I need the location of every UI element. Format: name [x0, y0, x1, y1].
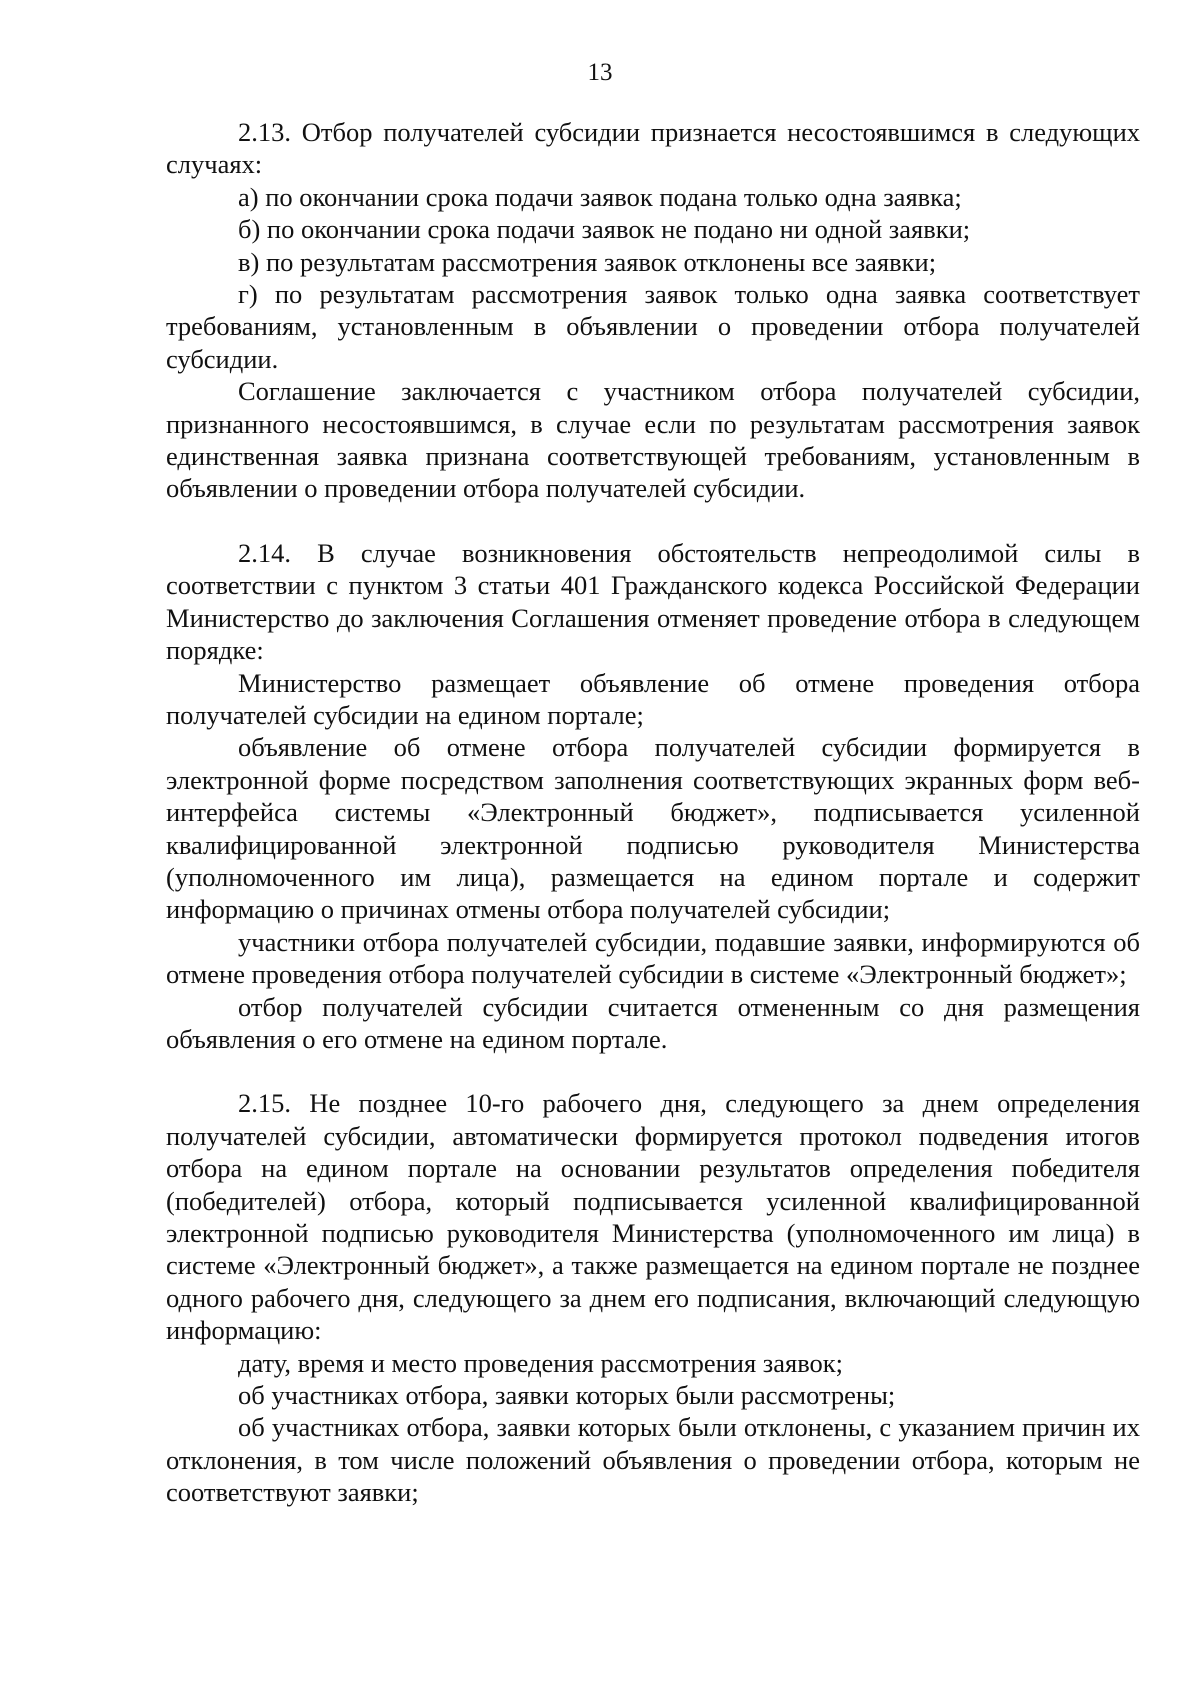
paragraph-ministry-announcement: Министерство размещает объявление об отмене проведения отбора получателей субсидии на едином портале; [166, 667, 1140, 730]
paragraph-participants-informed: участники отбора получателей субсидии, подавшие заявки, информируются об отмене проведения отбора получателей субсидии в системе «Электронный бюджет»; [166, 926, 1140, 990]
list-item-a: а) по окончании срока подачи заявок подана только одна заявка; [238, 181, 962, 212]
list-item-g: г) по результатам рассмотрения заявок только одна заявка соответствует требованиям, установленным в объявлении о проведении отбора получателей субсидии. [166, 279, 1140, 374]
list-item-v: в) по результатам рассмотрения заявок отклонены все заявки; [238, 246, 937, 277]
list-item-rejected-participants: об участниках отбора, заявки которых были отклонены, с указанием причин их отклонения, в том числе положений объявления о проведении отбора, которым не соответствуют заявки; [166, 1412, 1140, 1508]
paragraph-cancellation-form: объявление об отмене отбора получателей субсидии формируется в электронной форме посредством заполнения соответствующих экранных форм веб-интерфейса системы «Электронный бюджет», подписывается усиленной квалифицированной электронной подписью руководителя Министерства (уполномоченного им лица), размещается на едином портале и содержит информацию о причинах отмены отбора получателей субсидии; [166, 732, 1140, 925]
section-gap [166, 505, 1140, 537]
paragraph-2-13: 2.13. Отбор получателей субсидии признается несостоявшимся в следующих случаях: [166, 117, 1140, 180]
list-item-date-time-place: дату, время и место проведения рассмотрения заявок; [238, 1347, 844, 1378]
paragraph-selection-cancelled: отбор получателей субсидии считается отмененным со дня размещения объявления о его отмене на едином портале. [166, 991, 1140, 1054]
page-number: 13 [587, 59, 613, 86]
list-item-considered-participants: об участниках отбора, заявки которых были рассмотрены; [238, 1380, 896, 1411]
document-body [166, 116, 1140, 1509]
section-gap [166, 1055, 1140, 1087]
list-item-b: б) по окончании срока подачи заявок не подано ни одной заявки; [238, 214, 971, 245]
paragraph-2-15: 2.15. Не позднее 10-го рабочего дня, следующего за днем определения получателей субсидии, автоматически формируется протокол подведения итогов отбора на едином портале на основании результатов определения победителя (победителей) отбора, который подписывается усиленной квалифицированной электронной подписью руководителя Министерства (уполномоченного им лица) в системе «Электронный бюджет», а также размещается на едином портале не позднее одного рабочего дня, следующего за днем его подписания, включающий следующую информацию: [166, 1088, 1140, 1346]
paragraph-2-14: 2.14. В случае возникновения обстоятельств непреодолимой силы в соответствии с пунктом 3 статьи 401 Гражданского кодекса Российской Федерации Министерство до заключения Соглашения отменяет проведение отбора в следующем порядке: [166, 537, 1140, 666]
paragraph-agreement: Соглашение заключается с участником отбора получателей субсидии, признанного несостоявшимся, в случае если по результатам рассмотрения заявок единственная заявка признана соответствующей требованиям, установленным в объявлении о проведении отбора получателей субсидии. [166, 376, 1140, 504]
